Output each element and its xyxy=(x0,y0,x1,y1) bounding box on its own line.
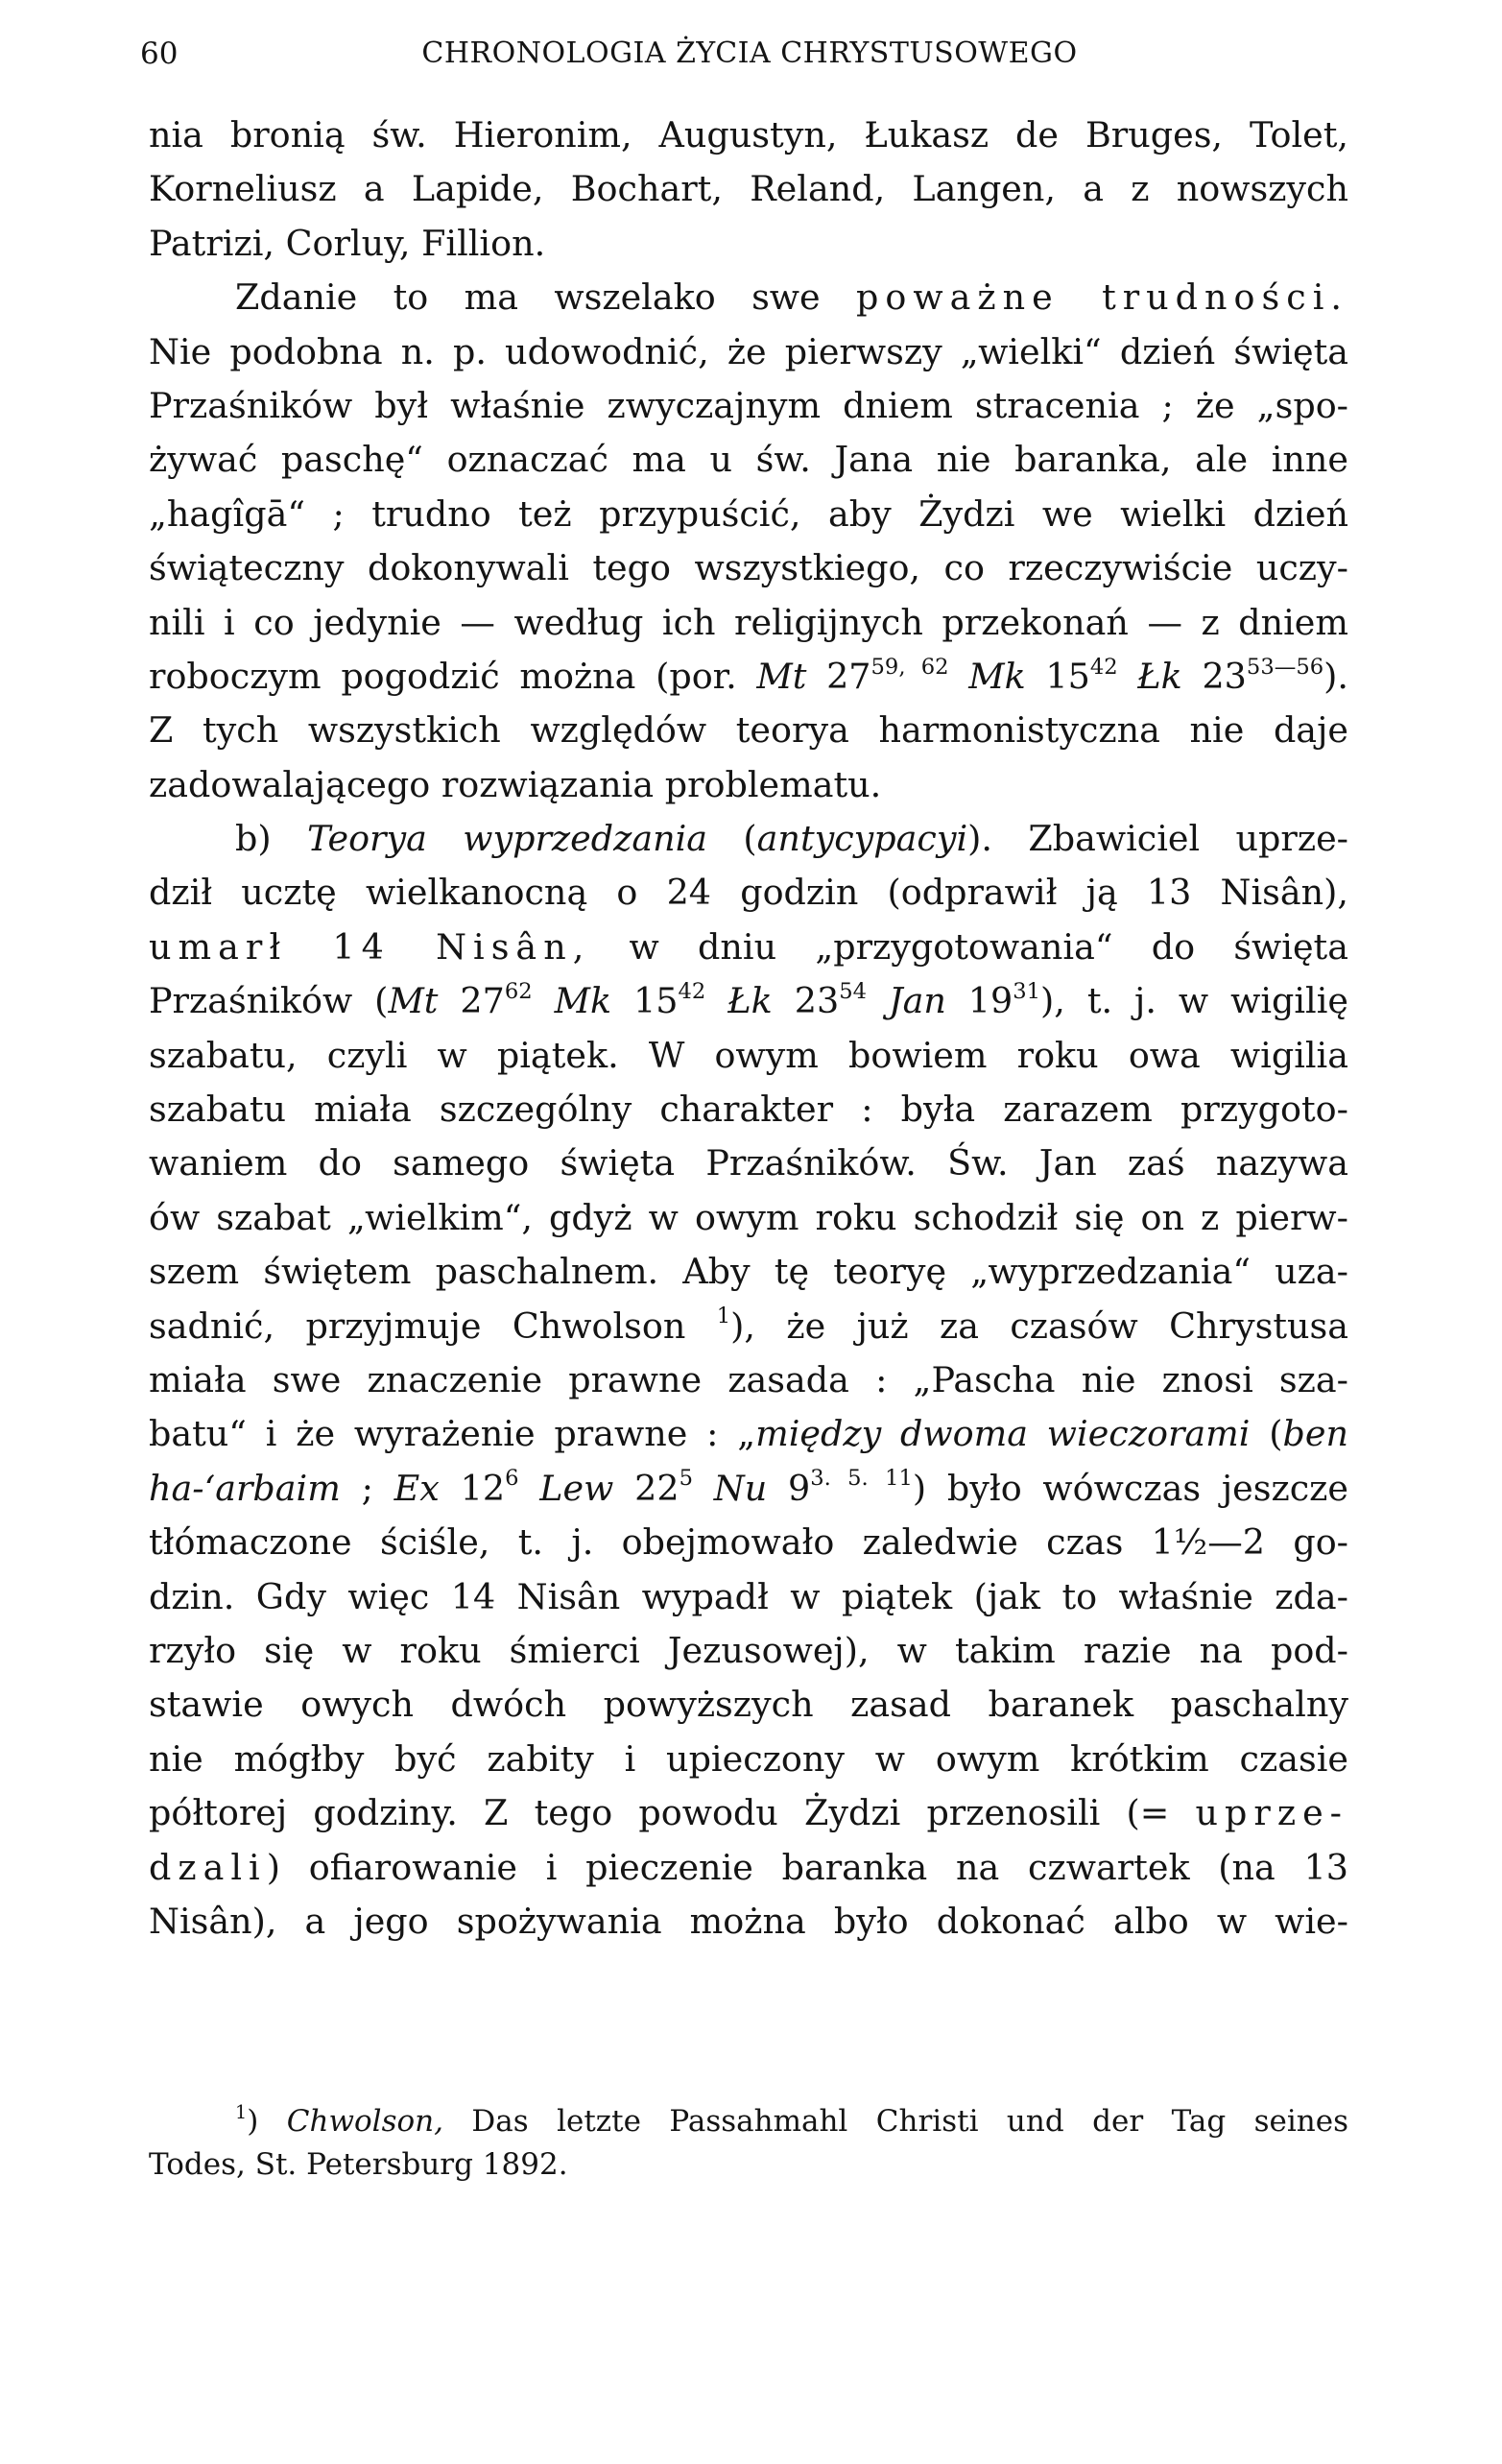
text-segment: poważne trudności. xyxy=(856,276,1348,319)
text-segment xyxy=(867,980,889,1021)
text-line xyxy=(149,1300,1348,1353)
superscript-reference: 3. 5. 11 xyxy=(810,1466,913,1492)
text-line xyxy=(149,1462,1348,1516)
italic-text: Teorya wyprzedzania xyxy=(306,818,708,860)
superscript-reference: 42 xyxy=(678,978,706,1004)
text-segment: szabatu, czyli w piątek. W owym bowiem roku owa wigilia xyxy=(149,1034,1348,1076)
text-segment: Nie podobna n. p. udowodnić, że pierwszy „wielki“ dzień święta xyxy=(149,330,1348,372)
italic-text: Ex xyxy=(393,1467,440,1509)
text-segment: 12 xyxy=(439,1467,506,1509)
text-line xyxy=(149,379,1348,433)
text-segment xyxy=(705,980,727,1021)
text-line xyxy=(149,217,1348,271)
text-segment: miała swe znaczenie prawne zasada : „Pascha nie znosi sza- xyxy=(149,1358,1348,1400)
text-line xyxy=(149,1136,1348,1190)
superscript-reference: 42 xyxy=(1089,654,1118,680)
text-segment: 22 xyxy=(613,1467,679,1509)
italic-text: Chwolson, xyxy=(286,2104,443,2139)
page-header xyxy=(140,36,1359,75)
text-segment: szabatu miała szczególny charakter : była zarazem przygoto- xyxy=(149,1088,1348,1131)
superscript-reference: 6 xyxy=(505,1466,519,1492)
text-segment: umarł 14 Nisân, xyxy=(149,925,591,968)
text-segment: nie mógłby być zabity i upieczony w owym krótkim czasie xyxy=(149,1737,1348,1780)
text-line xyxy=(149,1353,1348,1407)
superscript-reference: 5 xyxy=(679,1466,693,1492)
text-segment: ), że już za czasów Chrystusa xyxy=(730,1304,1348,1347)
text-segment xyxy=(533,980,555,1021)
text-line xyxy=(149,488,1348,541)
superscript-reference: 62 xyxy=(504,978,533,1004)
superscript-reference: 31 xyxy=(1013,978,1041,1004)
text-segment: świąteczny dokonywali tego wszystkiego, co rzeczywiście uczy- xyxy=(149,547,1348,589)
text-line xyxy=(149,1678,1348,1732)
text-line xyxy=(149,596,1348,650)
text-segment: roboczym pogodzić można (por. xyxy=(149,655,757,697)
text-segment: dzin. Gdy więc 14 Nisân wypadł w piątek (jak to właśnie zda- xyxy=(149,1575,1348,1617)
text-segment: ) ofiarowanie i pieczenie baranka na czwartek (na 13 xyxy=(266,1846,1348,1888)
text-segment: 23 xyxy=(1181,655,1247,697)
text-segment: dzali xyxy=(149,1846,267,1888)
text-line xyxy=(149,812,1348,866)
text-segment: Przaśników ( xyxy=(149,980,389,1022)
italic-text: Mt xyxy=(388,980,439,1022)
text-segment: ów szabat „wielkim“, gdyż w owym roku schodził się on z pierw- xyxy=(149,1196,1348,1238)
text-line xyxy=(149,1407,1348,1461)
running-title: CHRONOLOGIA ŻYCIA CHRYSTUSOWEGO xyxy=(421,36,1078,70)
italic-text: Mt xyxy=(756,655,807,697)
text-segment xyxy=(693,1468,714,1509)
text-segment xyxy=(519,1468,540,1509)
text-segment: ). Zbawiciel uprze- xyxy=(967,818,1348,860)
superscript-reference: 53—56 xyxy=(1246,654,1324,680)
text-line xyxy=(149,2143,1348,2187)
italic-text: Łk xyxy=(1137,655,1182,697)
text-line xyxy=(149,758,1348,812)
text-segment: Patrizi, Corluy, Fillion. xyxy=(149,222,546,264)
italic-text: Jan xyxy=(888,980,946,1022)
text-line xyxy=(149,704,1348,757)
text-line xyxy=(149,1786,1348,1840)
italic-text: między dwoma wieczorami xyxy=(755,1413,1251,1455)
text-segment: Nisân), a jego spożywania można było dokonać albo w wie- xyxy=(149,1900,1348,1942)
text-segment: ). xyxy=(1323,655,1348,697)
text-segment: półtorej godziny. Z tego powodu Żydzi przenosili (= xyxy=(149,1792,1196,1834)
text-line xyxy=(149,1245,1348,1299)
superscript-reference: 59, 62 xyxy=(870,654,949,680)
text-line xyxy=(149,1895,1348,1949)
italic-text: Mk xyxy=(968,655,1026,697)
text-line xyxy=(149,1029,1348,1083)
text-line xyxy=(149,650,1348,704)
text-segment: waniem do samego święta Przaśników. Św. Jan zaś nazywa xyxy=(149,1142,1348,1184)
text-segment: ( xyxy=(707,818,757,860)
text-segment: dził ucztę wielkanocną o 24 godzin (odprawił ją 13 Nisân), xyxy=(149,872,1348,914)
italic-text: Lew xyxy=(539,1467,614,1509)
text-segment: nia bronią św. Hieronim, Augustyn, Łukasz de Bruges, Tolet, xyxy=(149,114,1348,155)
italic-text: ha-‘arbaim xyxy=(149,1467,341,1509)
text-segment: ) było wówczas jeszcze xyxy=(912,1467,1348,1509)
text-segment: batu“ i że wyrażenie prawne : „ xyxy=(149,1413,756,1455)
main-text-block xyxy=(149,108,1348,1949)
text-line xyxy=(149,433,1348,487)
text-segment: sadnić, przyjmuje Chwolson xyxy=(149,1304,717,1347)
page-number: 60 xyxy=(140,36,179,71)
text-segment: szem świętem paschalnem. Aby tę teoryę „wyprzedzania“ uza- xyxy=(149,1251,1348,1293)
text-segment: Das letzte Passahmahl Christi und der Tag seines xyxy=(442,2104,1349,2139)
text-segment: nili i co jedynie — według ich religijnych przekonań — z dniem xyxy=(149,601,1348,643)
text-segment: ) xyxy=(247,2104,287,2139)
text-segment: żywać paschę“ oznaczać ma u św. Jana nie baranka, ale inne xyxy=(149,439,1348,481)
text-line xyxy=(149,1733,1348,1786)
text-segment: w dniu „przygotowania“ do święta xyxy=(590,925,1348,968)
text-line xyxy=(149,974,1348,1028)
italic-text: Łk xyxy=(727,980,773,1022)
text-line xyxy=(149,1516,1348,1569)
text-segment: zadowalającego rozwiązania problematu. xyxy=(149,763,882,805)
text-segment: 9 xyxy=(767,1467,811,1509)
text-segment: b) xyxy=(235,818,307,860)
text-segment: ), t. j. w wigilię xyxy=(1040,980,1348,1022)
text-segment: ( xyxy=(1250,1413,1283,1455)
text-segment: 27 xyxy=(806,655,871,697)
text-segment: „hagîgā“ ; trudno też przypuścić, aby Żydzi we wielki dzień xyxy=(149,492,1348,535)
text-line xyxy=(149,1083,1348,1136)
italic-text: Mk xyxy=(554,980,612,1022)
text-line xyxy=(149,1624,1348,1678)
text-line xyxy=(149,108,1348,162)
text-segment: ; xyxy=(340,1467,394,1509)
text-segment: stawie owych dwóch powyższych zasad baranek paschalny xyxy=(149,1684,1348,1726)
text-line xyxy=(149,162,1348,216)
footnotes-block xyxy=(149,2100,1348,2187)
text-segment: rzyło się w roku śmierci Jezusowej), w takim razie na pod- xyxy=(149,1629,1348,1671)
superscript-reference: 54 xyxy=(839,978,867,1004)
italic-text: antycypacyi xyxy=(756,818,968,860)
text-line xyxy=(149,921,1348,974)
text-segment: Przaśników był właśnie zwyczajnym dniem stracenia ; że „spo- xyxy=(149,384,1348,426)
text-segment: 19 xyxy=(945,980,1013,1022)
text-segment: Z tych wszystkich względów teorya harmonistyczna nie daje xyxy=(149,709,1348,752)
text-segment: Todes, St. Petersburg 1892. xyxy=(149,2147,568,2182)
text-segment: 27 xyxy=(438,980,505,1022)
text-segment: tłómaczone ściśle, t. j. obejmowało zaledwie czas 1½—2 go- xyxy=(149,1521,1348,1564)
text-segment: uprze- xyxy=(1195,1792,1348,1834)
text-segment xyxy=(949,656,969,697)
text-line xyxy=(149,2100,1348,2143)
text-line xyxy=(149,271,1348,324)
text-line xyxy=(149,1841,1348,1895)
text-segment: Zdanie to ma wszelako swe xyxy=(235,276,857,319)
superscript-reference: 1 xyxy=(716,1304,731,1329)
text-line xyxy=(149,325,1348,379)
text-line xyxy=(149,866,1348,920)
text-line xyxy=(149,1570,1348,1624)
text-segment: 15 xyxy=(1025,655,1090,697)
text-segment: Korneliusz a Lapide, Bochart, Reland, Langen, a z nowszych xyxy=(149,168,1348,210)
text-line xyxy=(149,1191,1348,1245)
italic-text: ben xyxy=(1282,1413,1348,1455)
text-segment xyxy=(1118,656,1138,697)
superscript-reference: 1 xyxy=(235,2100,248,2123)
text-line xyxy=(149,541,1348,595)
italic-text: Nu xyxy=(713,1467,768,1509)
text-segment: 15 xyxy=(611,980,679,1022)
text-segment: 23 xyxy=(772,980,840,1022)
